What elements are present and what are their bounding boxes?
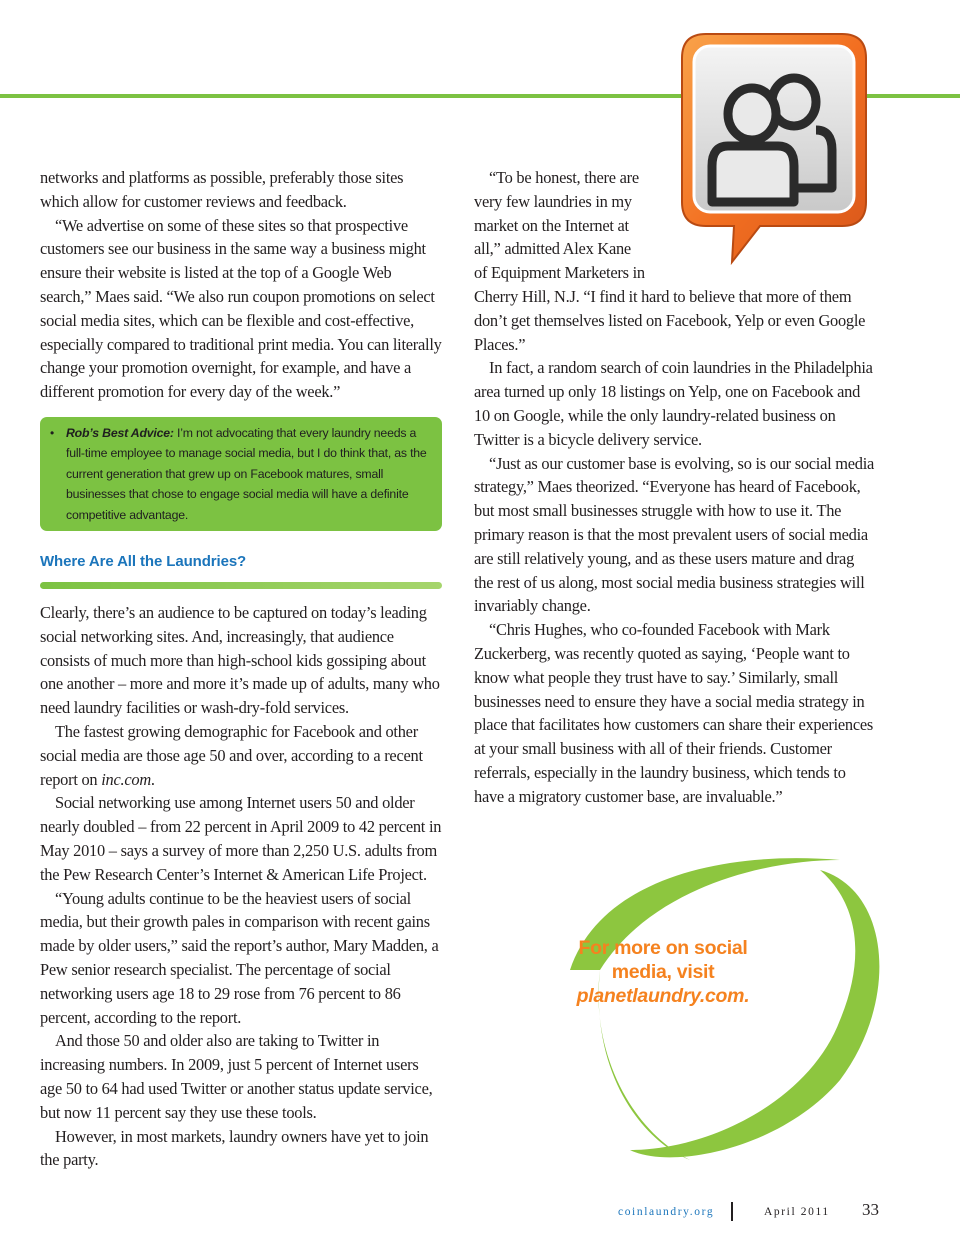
body-paragraph: Clearly, there’s an audience to be captured on today’s leading social networking sites. And, increasingly, that audience consists of much more than high-school kids gossiping about one another – more and more it’s made up of adults, many who need laundry facilities or wash-dry-fold services. [40, 603, 440, 718]
body-text: . [150, 769, 155, 789]
body-paragraph: “Chris Hughes, who co-founded Facebook with Mark Zuckerberg, was recently quoted as saying, ‘People want to know what people they trust have to say.’ Similarly, small businesses need to ensure they have a social media strategy in place that facilitates how customers can share their experiences at your small business with all of their friends. Customer referrals, especially in the laundry business, which tends to have a migratory customer base, are invaluable.” [474, 620, 874, 806]
body-paragraph: “Young adults continue to be the heaviest users of social media, but their growth pales in comparison with recent gains made by older users,” said the report’s author, Mary Madden, a Pew senior research specialist. The percentage of social networking users age 18 to 29 rose from 76 percent to 86 percent, according to the report. [40, 888, 439, 1027]
body-paragraph: “Just as our customer base is evolving, so is our social media strategy,” Maes theorized. “Everyone has heard of Facebook, but most small businesses struggle with how to use it. The primary reason is that the most prevalent users of social media are still relatively young, and as these users mature and drag the rest of us along, most social media business strategies will invariably change. [474, 453, 875, 616]
footer-issue-date: April 2011 [764, 1206, 830, 1218]
advice-lead: Rob’s Best Advice: [66, 425, 174, 440]
advice-body: I’m not advocating that every laundry needs a full-time employee to manage social media, but I do think that, as the current generation that grew up on Facebook matures, small businesses that chose to engage social media will have a definite competitive advantage. [66, 425, 427, 522]
body-paragraph: However, in most markets, laundry owners have yet to join the party. [40, 1126, 429, 1170]
footer-site-link[interactable]: coinlaundry.org [618, 1206, 715, 1218]
advice-text-wrap [66, 423, 432, 525]
body-paragraph: Social networking use among Internet users 50 and older nearly doubled – from 22 percent in April 2009 to 42 percent in May 2010 – says a survey of more than 2,250 U.S. adults from the Pew Research Center’s Internet & American Life Project. [40, 793, 442, 884]
page-number: 33 [862, 1200, 879, 1219]
bullet-icon: • [50, 425, 55, 440]
promo-line: media, visit [611, 961, 715, 983]
advice-callout [40, 417, 442, 531]
body-paragraph: In fact, a random search of coin laundries in the Philadelphia area turned up only 18 listings on Yelp, one on Facebook and 10 on Google, while the only laundry-related business on Twitter is a bicycle delivery service. [474, 358, 873, 449]
promo-line: For more on social [578, 937, 748, 959]
promo-callout [560, 936, 766, 1008]
body-paragraph: networks and platforms as possible, preferably those sites which allow for customer reviews and feedback. [40, 168, 404, 211]
icon-text-wrap-spacer [646, 166, 876, 282]
body-paragraph: “We advertise on some of these sites so that prospective customers see our business in the same way a business might ensure their website is listed at the top of a Google Web search,” Maes said. “We also run coupon promotions on select social media sites, which can be flexible and cost-effective, especially compared to traditional print media. You can literally change your promotion overnight, for example, and have a different promotion for every day of the week.” [40, 215, 442, 402]
green-swoosh-graphic [540, 850, 920, 1180]
subhead-divider [40, 582, 442, 589]
section-subhead: Where Are All the Laundries? [40, 553, 247, 570]
body-paragraph: “To be honest, there are very few laundries in my market on the Internet at all,” admitted Alex Kane of Equipment Marketers in Cherry Hill, N.J. “I find it hard to believe that more of them don’t get themselves listed on Facebook, Yelp or even Google Places.” [474, 168, 866, 354]
promo-url-link[interactable]: planetlaundry.com. [576, 985, 750, 1007]
left-article-column [40, 166, 442, 1172]
body-paragraph: And those 50 and older also are taking to Twitter in increasing numbers. In 2009, just 5 percent of Internet users age 50 to 64 had used Twitter or another status update service, but now 11 percent say they use these tools. [40, 1031, 433, 1122]
inc-link[interactable]: inc.com [101, 769, 151, 789]
right-article-column [474, 166, 876, 809]
body-text: The fastest growing demographic for Facebook and other social media are those age 50 and over, according to a recent report on [40, 721, 423, 789]
body-paragraph [40, 720, 442, 791]
footer-separator [731, 1202, 733, 1221]
